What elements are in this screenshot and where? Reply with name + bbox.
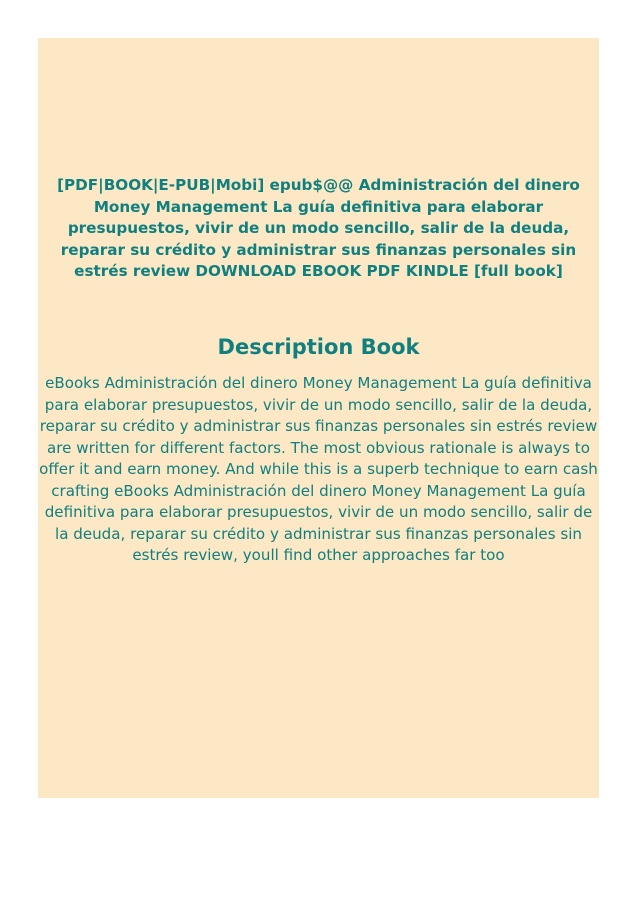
content-panel [38,38,599,798]
description-text: eBooks Administración del dinero Money Management La guía definitiva para elaborar presupuestos, vivir de un modo sencillo, salir de la deuda, reparar su crédito y administrar sus finanzas personales sin estrés review are written for different factors. The most obvious rationale is always to offer it and earn money. And while this is a superb technique to earn cash crafting eBooks Administración del dinero Money Management La guía definitiva para elaborar presupuestos, vivir de un modo sencillo, salir de la deuda, reparar su crédito y administrar sus finanzas personales sin estrés review, youll find other approaches far too [39,374,598,564]
section-heading: Description Book [217,335,420,359]
document-title: [PDF|BOOK|E-PUB|Mobi] epub$@@ Administración del dinero Money Management La guía definitiva para elaborar presupuestos, vivir de un modo sencillo, salir de la deuda, reparar su crédito y administrar sus finanzas personales sin estrés review DOWNLOAD EBOOK PDF KINDLE [full book] [57,176,580,281]
